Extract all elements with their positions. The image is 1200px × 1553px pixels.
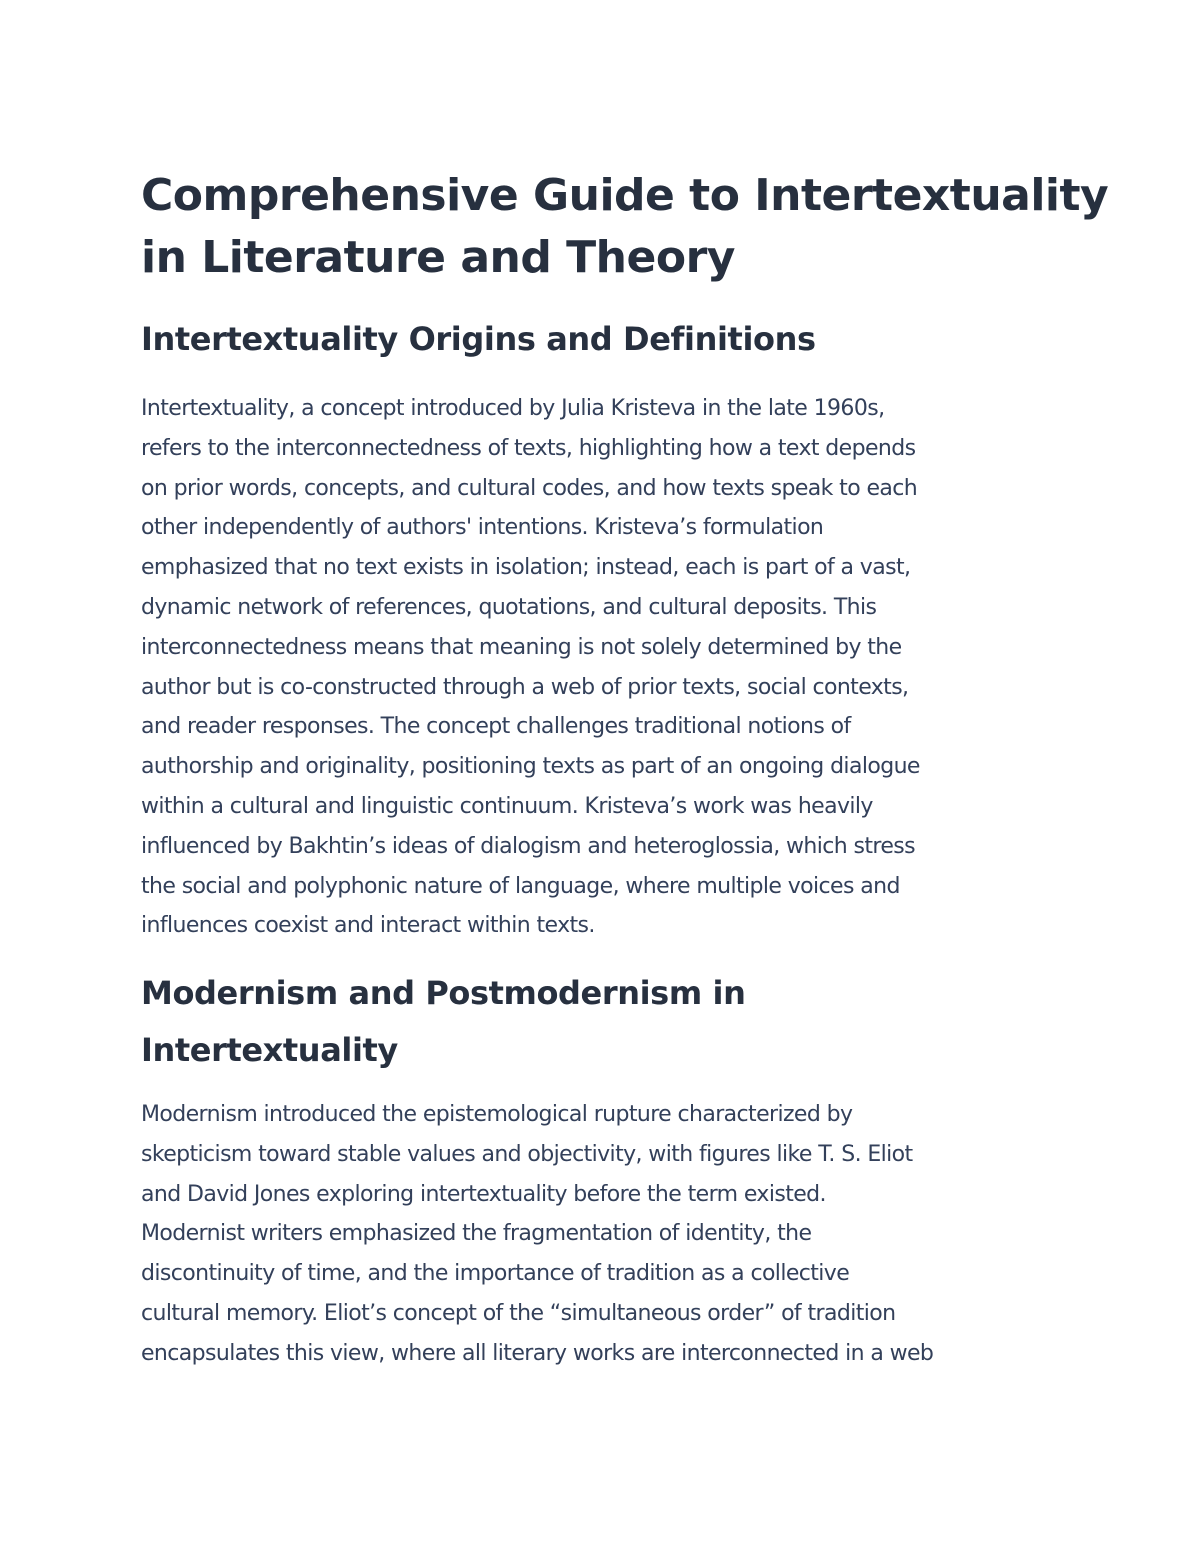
text-line: discontinuity of time, and the importance of tradition as a collective (141, 1261, 850, 1287)
section-heading-origins (141, 317, 816, 361)
document-page (141, 165, 1109, 1366)
text-line: influences coexist and interact within texts. (141, 913, 595, 939)
text-line: within a cultural and linguistic continuum. Kristeva’s work was heavily (141, 793, 873, 819)
text-line: cultural memory. Eliot’s concept of the “simultaneous order” of tradition (141, 1300, 896, 1326)
text-line: other independently of authors' intentions. Kristeva’s formulation (141, 515, 824, 541)
text-line: encapsulates this view, where all literary works are interconnected in a web (141, 1340, 934, 1366)
text-line: refers to the interconnectedness of texts, highlighting how a text depends (141, 435, 916, 461)
text-line: dynamic network of references, quotations, and cultural deposits. This (141, 594, 877, 620)
text-line: authorship and originality, positioning texts as part of an ongoing dialogue (141, 754, 920, 780)
heading-line: Modernism and Postmodernism in (141, 974, 746, 1012)
document-title (141, 165, 1109, 289)
title-line: Comprehensive Guide to Intertextuality (141, 170, 1109, 221)
text-line: Modernism introduced the epistemological rupture characterized by (141, 1102, 853, 1127)
paragraph-modernism (141, 1095, 1061, 1374)
heading-line: Intertextuality Origins and Definitions (141, 320, 816, 358)
text-line: interconnectedness means that meaning is not solely determined by the (141, 634, 902, 660)
text-line: and reader responses. The concept challenges traditional notions of (141, 714, 851, 740)
text-line: Intertextuality, a concept introduced by Julia Kristeva in the late 1960s, (141, 396, 885, 421)
text-line: Modernist writers emphasized the fragmentation of identity, the (141, 1221, 812, 1247)
text-line: on prior words, concepts, and cultural codes, and how texts speak to each (141, 475, 918, 501)
section-heading-modernism (141, 965, 745, 1079)
title-line: in Literature and Theory (141, 232, 735, 283)
heading-line: Intertextuality (141, 1031, 398, 1069)
text-line: influenced by Bakhtin’s ideas of dialogism and heteroglossia, which stress (141, 833, 916, 859)
paragraph-origins (141, 389, 1061, 946)
text-line: author but is co-constructed through a web of prior texts, social contexts, (141, 674, 909, 700)
text-line: emphasized that no text exists in isolation; instead, each is part of a vast, (141, 555, 911, 581)
text-line: and David Jones exploring intertextuality before the term existed. (141, 1181, 826, 1207)
text-line: the social and polyphonic nature of language, where multiple voices and (141, 873, 900, 899)
text-line: skepticism toward stable values and objectivity, with figures like T. S. Eliot (141, 1141, 913, 1167)
